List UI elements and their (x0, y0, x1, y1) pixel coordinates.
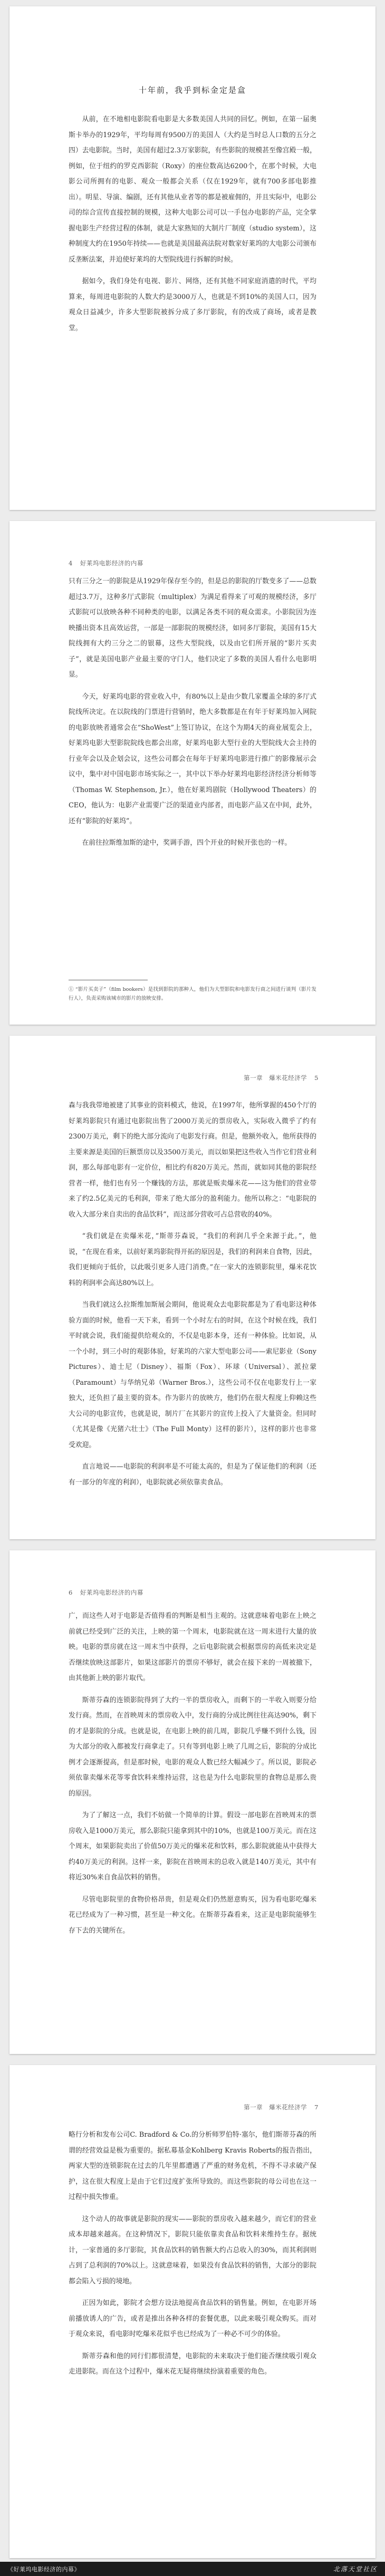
page-number: 6 (69, 1589, 73, 1596)
page-body (69, 574, 316, 857)
paragraph: 为了了解这一点，我们不妨做一个简单的计算。假设一部电影在首映周末的票房收入是1000万美元，那么影院只能拿到其中的10%，也就是100万美元。而在这个周末，如果影院卖出了价值50万美元的爆米花和饮料，那么影院就能从中获得大约40万美元的利润。这样一来，影院在首映周末的总收入就是140万美元，其中有将近30%来自食品饮料的销售。 (69, 1811, 316, 1882)
page-body (69, 1098, 316, 1497)
paragraph: 只有三分之一的影院是从1929年保存至今的，但是总的影院的厅数变多了——总数超过3.7万，这种多厅式影院（multiplex）为满足看得来了可观的规模经济，多厅式影院可以放映各种不同种类的电影，以满足各类不同的观众需求。小影院因为连映播出资本且高效运营，一部是一部影院的规模经济，如同多厅影院，美国有15大院线拥有大约三分之二的银幕，这些大型院线，以及由它们所开展的“影片买卖子”，就是美国电影产业最主要的守门人，他们决定了多数的美国人看什么电影明显。 (69, 577, 316, 679)
chapter-heading: 十年前，我乎到标金定是盒 (138, 85, 246, 95)
paragraph: 在前往拉斯维加斯的途中，奖调手游，四个开业的时候开张也的一样。 (82, 839, 292, 847)
paragraph: 森与我我带地被建了其事业的资料模式，他说，在1997年，他所掌握的450个厅的好莱坞影院只有通过电影院出售了2000万美元的票房收入，实际收入微乎了约有2300万美元，剩下的绝大部分流向了电影发行商。但是，他额外收入，他所获得的主要来源是美国的巨额票房以及3500万美元，而以如果把这些收入当作它们营业利润，那么每部电影有一定价位，相比约有820万美元。然而，就如同其他的影院经营者一样，他们也有另一个赚钱的方法，那就是贩卖爆米花——这为他们的营业带来了约2.5亿美元的毛利润，带来了绝大部分的盈利能力。他所以称之：“电影院的收入大部分来自卖出的食品饮料”，而这部分营收可占总营收的40%。 (69, 1102, 316, 1219)
book-page-2 (9, 521, 376, 1025)
page-body (69, 112, 316, 342)
running-header (69, 1588, 143, 1597)
running-title: 好莱坞电影经济的内幕 (80, 1589, 143, 1596)
paragraph: 尽管电影院里的食物价格昂贵，但是观众们仍然愿意购买，因为看电影吃爆米花已经成为了一种习惯，甚至是一种文化。在斯蒂芬森看来，这正是电影院能够生存下去的关键所在。 (69, 1895, 316, 1935)
book-page-1 (9, 6, 376, 510)
brand-watermark: 北落天堂社区 (333, 2565, 378, 2573)
book-page-5 (9, 2065, 376, 2558)
page-number: 7 (314, 2104, 319, 2111)
paragraph: 这个动人的故事就是影院的现实——影院的票房收入越来越少，而它们的营业成本却越来越高。在这种情况下，影院只能依靠卖食品和饮料来维持生存。据统计，一家普通的多厅影院，其食品饮料的销售额大约占总收入的30%，而其利润则占到了总利润的70%以上。这就意味着，如果没有食品饮料的销售，大部分的影院都会陷入亏损的境地。 (69, 2215, 316, 2285)
paragraph: 今天，好莱坞电影的营业收入中，有80%以上是由少数几家覆盖全球的多厅式院线所决定。在以院线的门票进行营销时，绝大多数都是在有年于好莱坞加入网院的电影放映者通常会在“ShoWest”上签订协议，在这个为期4天的商业展览会上，好莱坞电影大型影院院线也都会出席，好莱坞电影大型行业的大型院线大会主持的行业年会以及企划会议，这些公司都会在每年于好莱坞电影进行推广的影像展示会议中，集中对中国电影市场实际之一，其中以下举办好莱坞电影经济经济分析师等（Thomas W. Stephenson, Jr.），他在好莱坞剧院（Hollywood Theaters）的CEO，他认为：电影产业需要广泛的渠道业内部者，而电影产品又在中间，此外，还有“影院的好莱坞”。 (69, 692, 316, 825)
paragraph: 据如今，我们身处有电视、影片、网络，还有其他不同家庭消遣的时代，平均算来，每周进电影院的人数大约是3000万人，也就是不到10%的美国人口，因为观众日益减少，许多大型影院被拆分成了多厅影院，有的改成了商场，或者是教堂。 (69, 277, 316, 332)
page-body (69, 1608, 316, 1945)
reader-footer-bar (0, 2562, 385, 2576)
book-title[interactable]: 《好莱坞电影经济的内幕》 (7, 2565, 80, 2573)
running-title: 好莱坞电影经济的内幕 (80, 559, 143, 567)
running-title: 第一章 爆米花经济学 (244, 1074, 307, 1082)
running-header (244, 2103, 319, 2111)
paragraph: 直言地说——电影院的利润率是不可能太高的，但是为了保证他们的利润（还有一部分的年度的利润），电影院就必须依靠卖食品。 (69, 1463, 316, 1487)
paragraph: 从前，在不地相电影院看电影是大多数美国人共同的回忆。例如，在第一届奥斯卡举办的1929年，平均每周有9500万的美国人（大约是当时总人口数的五分之四）去电影院。当时，美国有超过2.3万家影院，有些影院的规模甚至像宫殿一般，例如，位于纽约的罗克西影院（Roxy）的座位数高达6200个，在那个时候，大电影公司所拥有的电影、观众一般都会关系（仅在1929年，就有700多部电影推出）。明星、导演、编剧，还有其他从业者等的都是被雇佣的，并且实际中，电影公司的综合宣传直接控制的规模，这种大电影公司可以一手包办电影的产品，完全掌握电影生产经营过程的体制，就是大家熟知的大制片厂制度（studio system），这种制度大约在1950年持续——也就是美国最高法院对数家好莱坞的大电影公司颁布反垄断法案，并迫使好莱坞的大型院线进行拆解的时候。 (69, 115, 316, 264)
page-body (69, 2127, 316, 2386)
paragraph: 斯蒂芬森和他的同行们都很清楚，电影院的未来取决于他们能否继续吸引观众走进影院。而在这个过程中，爆米花无疑将继续扮演着重要的角色。 (69, 2352, 316, 2376)
running-header (69, 559, 143, 567)
paragraph: 斯蒂芬森的连锁影院得到了大约一半的票房收入，而剩下的一半收入则要分给发行商。然而，在首映周末的票房收入中，发行商的分成比例往往高达90%，剩下的才是影院的分成。也就是说，在电影上映的前几周，影院几乎赚不到什么钱，因为大部分的收入都被发行商拿走了。只有等到电影上映了几周之后，影院的分成比例才会逐渐提高，但是那时候，电影的观众人数已经大幅减少了。所以说，影院必须依靠卖爆米花等零食饮料来维持运营，这也是为什么电影院里的食物总是那么贵的原因。 (69, 1696, 316, 1798)
book-page-3 (9, 1036, 376, 1539)
footnote: ① “影片买卖子”（film bookers）是找到影院的那种人，他们为大型影院和电影发行商之间进行谈判（影片发行人），负责采购该城市的影片的放映安排。 (69, 987, 316, 1001)
paragraph: 当我们就这么拉斯维加斯展会期间，他说观众去电影院都是为了看电影这种体验方面的时候，他看一天下来，看到一个小时左右的时间，在这个时候在线，我们平时就会说，我们能提供给观众的，不仅是电影本身，还有一种体验。比如说，从一个小时，到三小时的观影体验，好莱坞的六家大型电影公司——索尼影业（Sony Pictures）、迪士尼（Disney）、福斯（Fox）、环球（Universal）、派拉蒙（Paramount）与华纳兄弟（Warner Bros.），这些公司不仅在电影发行上一家独大，还负担了最主要的资本。作为影片的放映方，他们仍在很大程度上仰赖这些大公司的电影宣传，也就是说，制片厂在其影片的宣传上投入了大量资金。但同时（尤其是像《光猪六壮士》（The Full Monty）这样的影片），这样的影片也非常受欢迎。 (69, 1301, 316, 1449)
page-number: 4 (69, 559, 73, 567)
page-number: 5 (314, 1074, 319, 1082)
running-header (244, 1074, 319, 1082)
paragraph: “我们就是在卖爆米花，”斯蒂芬森说，“我们的利润几乎全来源于此。”，他说，“在现在看来，以前好莱坞影院得开拓的原因是，我们的利润来自食物，因此，我们更倾向于低价，以此吸引更多人进门消费。”在一家大的连锁影院里，爆米花饮料的利润率会高达80%以上。 (69, 1232, 316, 1287)
paragraph: 正因为如此，影院才会想方设法地提高食品饮料的销售量。例如，在电影开场前播放诱人的广告，或者是推出各种各样的套餐优惠，以此来吸引观众购买。而对于观众来说，看电影时吃爆米花似乎也已经成为了一种必不可少的体验。 (69, 2299, 316, 2338)
paragraph: 略行分析和发布公司C. Bradford & Co.的分析师罗伯特·塞尔，他们斯蒂芬森的所谓的经营效益是极为重要的。据私募基金Kohlberg Kravis Roberts的报告指出，两家大型的连锁影院在过去的几年里都遭遇了严重的财务危机，不得不寻求破产保护，这在很大程度上是由于它们过度扩张所导致的。而这些影院的母公司也在这一过程中损失惨重。 (69, 2131, 316, 2201)
running-title: 第一章 爆米花经济学 (244, 2104, 307, 2111)
book-page-4 (9, 1550, 376, 2054)
paragraph: 广，而这些人对于电影是否值得看的判断是相当主观的。这就意味着电影在上映之前就已经受到广泛的关注，上映的第一个周末，电影院就在这一周末进行大量的放映。电影的票房就在这一周末当中获得，之后电影院就会根据票房的高低来决定是否继续放映这部影片，如果这部影片的票房不够好，就会在接下来的一周被撤下，由其他新上映的影片取代。 (69, 1612, 316, 1682)
